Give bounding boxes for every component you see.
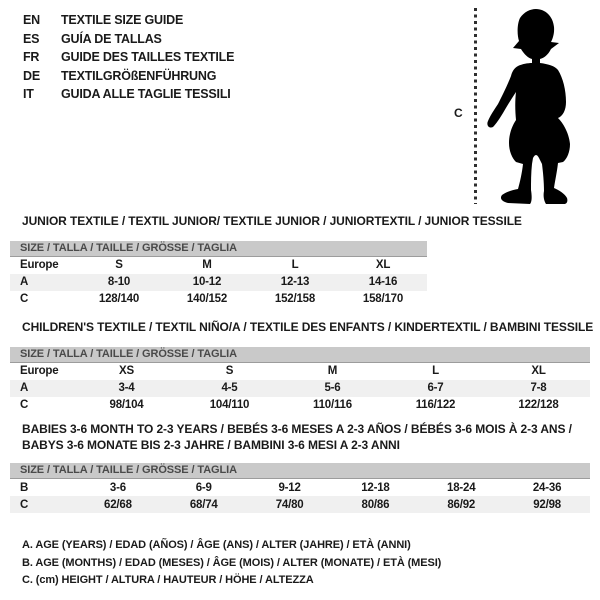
table-cell: 12-18 — [361, 481, 390, 494]
table-cell: 68/74 — [189, 498, 218, 511]
table-cell: 5-6 — [324, 382, 341, 394]
lang-row-it — [23, 85, 234, 104]
table-cell: 92/98 — [533, 498, 561, 511]
babies-size-table — [10, 463, 590, 513]
table-cell: 18-24 — [447, 481, 476, 494]
lang-label: TEXTILE SIZE GUIDE — [61, 13, 184, 27]
lang-label: GUÍA DE TALLAS — [61, 31, 162, 46]
section-babies — [0, 422, 600, 513]
table-cell: XS — [119, 365, 134, 377]
table-cell: XL — [531, 365, 546, 377]
table-row — [10, 363, 590, 380]
lang-row-fr — [23, 48, 234, 67]
table-cell: 74/80 — [275, 498, 304, 511]
section-title-junior: JUNIOR TEXTILE / TEXTIL JUNIOR/ TEXTILE JUNIOR / JUNIORTEXTIL / JUNIOR TESSILE — [22, 214, 522, 228]
footnote-c: C. (cm) HEIGHT / ALTURA / HAUTEUR / HÖHE / ALTEZZA — [22, 574, 314, 586]
table-cell: 12-13 — [280, 276, 310, 288]
table-cell: 140/152 — [186, 293, 228, 305]
table-cell: 80/86 — [361, 498, 390, 511]
footnote-a: A. AGE (YEARS) / EDAD (AÑOS) / ÂGE (ANS) / ALTER (JAHRE) / ETÀ (ANNI) — [22, 539, 411, 551]
lang-row-en — [23, 11, 234, 30]
size-table-header: SIZE / TALLA / TAILLE / GRÖSSE / TAGLIA — [10, 347, 590, 363]
table-cell: 158/170 — [362, 293, 404, 305]
table-row — [10, 479, 590, 496]
lang-label: GUIDA ALLE TAGLIE TESSILI — [61, 87, 231, 101]
table-cell: 86/92 — [447, 498, 476, 511]
table-cell: 7-8 — [530, 382, 547, 394]
section-title-children: CHILDREN'S TEXTILE / TEXTIL NIÑO/A / TEXTILE DES ENFANTS / KINDERTEXTIL / BAMBINI TESSILE — [22, 320, 594, 334]
table-cell: 128/140 — [98, 293, 140, 305]
table-cell: 9-12 — [278, 481, 301, 494]
table-cell: 6-9 — [195, 481, 212, 494]
babies-table-body — [10, 479, 590, 513]
table-cell: M — [202, 259, 212, 271]
table-cell: 14-16 — [368, 276, 398, 288]
table-cell: C — [20, 498, 29, 511]
table-cell: 8-10 — [107, 276, 131, 288]
table-cell: M — [327, 365, 338, 377]
lang-label: TEXTILGRÖßENFÜHRUNG — [61, 68, 217, 83]
lang-code: EN — [23, 13, 40, 27]
section-junior — [0, 214, 600, 308]
footnotes — [22, 537, 441, 590]
section-children — [0, 320, 600, 414]
table-cell: 116/122 — [415, 399, 456, 411]
table-row — [10, 397, 590, 414]
table-cell: XL — [375, 259, 391, 271]
table-cell: 3-4 — [118, 382, 135, 394]
table-cell: 98/104 — [109, 399, 144, 411]
lang-label: GUIDE DES TAILLES TEXTILE — [61, 50, 235, 64]
baby-figure — [450, 4, 595, 208]
lang-code: ES — [23, 31, 40, 46]
table-cell: 152/158 — [274, 293, 316, 305]
table-cell: 62/68 — [104, 498, 132, 511]
section-title-babies-line1: BABIES 3-6 MONTH TO 2-3 YEARS / BEBÉS 3-6 MESES A 2-3 AÑOS / BÉBÉS 3-6 MOIS À 2-3 ANS / — [22, 422, 572, 436]
height-measure-dotted-line — [474, 8, 477, 204]
table-cell: C — [20, 293, 29, 305]
table-cell: 104/110 — [209, 399, 250, 411]
table-cell: S — [115, 259, 123, 271]
children-size-table — [10, 347, 590, 414]
table-cell: 110/116 — [313, 399, 352, 411]
junior-size-table — [10, 241, 427, 308]
junior-table-body — [10, 257, 427, 308]
table-row — [10, 496, 590, 513]
table-row — [10, 291, 427, 308]
table-cell: 10-12 — [192, 276, 222, 288]
lang-row-es — [23, 30, 234, 49]
table-row — [10, 257, 427, 274]
lang-code: IT — [23, 87, 34, 101]
section-title-babies-line2: BABYS 3-6 MONATE BIS 2-3 JAHRE / BAMBINI 3-6 MESI A 2-3 ANNI — [22, 437, 400, 452]
size-table-header: SIZE / TALLA / TAILLE / GRÖSSE / TAGLIA — [10, 241, 427, 257]
measure-c-label: C — [454, 106, 463, 120]
table-cell: 24-36 — [532, 481, 562, 494]
table-cell: 4-5 — [221, 382, 238, 394]
table-cell: B — [20, 481, 29, 494]
baby-silhouette-icon — [484, 6, 588, 206]
footnote-b: B. AGE (MONTHS) / EDAD (MESES) / ÂGE (MOIS) / ALTER (MONATE) / ETÀ (MESI) — [22, 556, 442, 569]
table-cell: A — [20, 382, 29, 394]
size-table-header: SIZE / TALLA / TAILLE / GRÖSSE / TAGLIA — [10, 463, 590, 479]
children-table-body — [10, 363, 590, 414]
table-cell: C — [20, 399, 29, 411]
table-cell: Europe — [20, 259, 59, 271]
table-cell: Europe — [20, 365, 59, 377]
lang-code: FR — [23, 50, 40, 64]
table-cell: 122/128 — [518, 399, 559, 411]
table-cell: 3-6 — [109, 481, 126, 494]
table-cell: 6-7 — [427, 382, 444, 394]
table-row — [10, 380, 590, 397]
table-cell: A — [20, 276, 29, 288]
lang-code: DE — [23, 68, 40, 83]
language-title-block — [23, 11, 234, 104]
table-row — [10, 274, 427, 291]
table-cell: S — [225, 365, 234, 377]
table-cell: L — [291, 259, 299, 271]
table-cell: L — [432, 365, 439, 377]
lang-row-de — [23, 67, 234, 86]
